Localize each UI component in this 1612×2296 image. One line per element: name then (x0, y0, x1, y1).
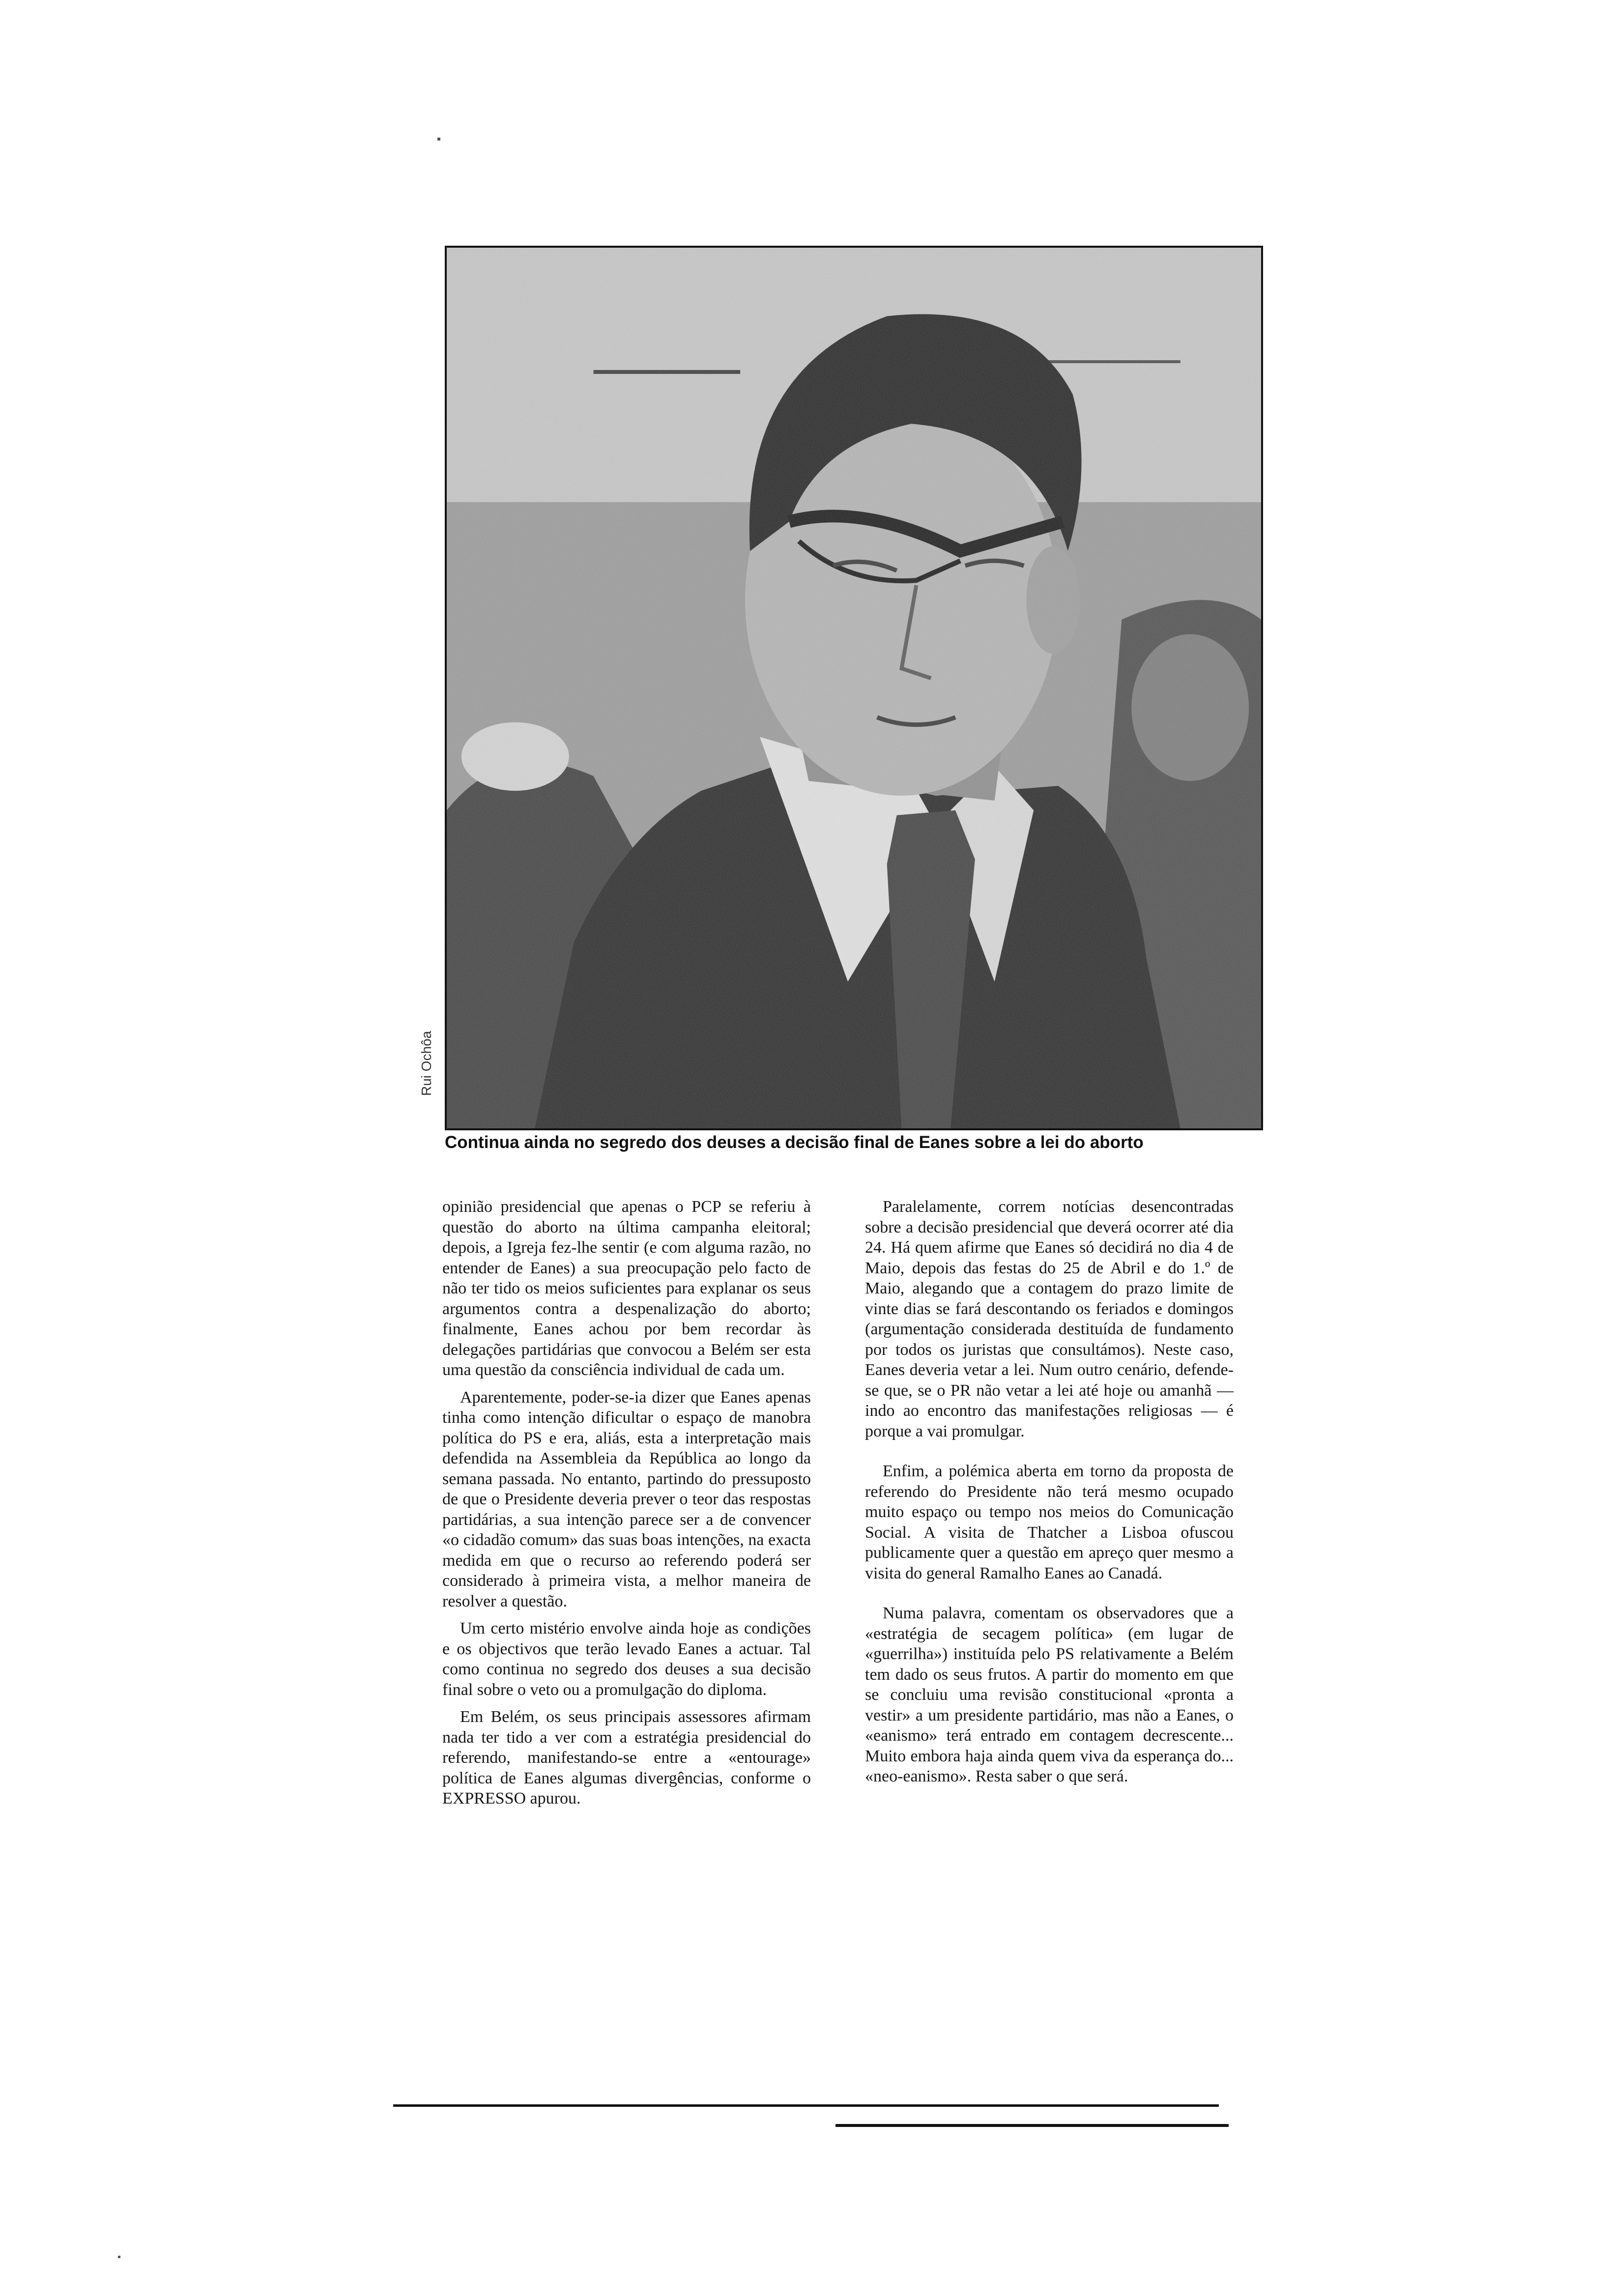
paragraph: Paralelamente, correm notícias desencontradas sobre a decisão presidencial que deverá ocorrer até dia 24. Há quem afirme que Eanes só decidirá no dia 4 de Maio, depois das festas do 25 de Abril e do 1.º de Maio, alegando que a contagem do prazo limite de vinte dias se fará descontando os feriados e domingos (argumentação considerada destituída de fundamento por todos os juristas que consultámos). Neste caso, Eanes deveria vetar a lei. Num outro cenário, defende-se que, se o PR não vetar a lei até hoje ou amanhã — indo ao encontro das manifestações religiosas — é porque a vai promulgar. (865, 1198, 1234, 1440)
photo-caption: Continua ainda no segredo dos deuses a decisão final de Eanes sobre a lei do aborto (445, 1133, 1144, 1152)
portrait-photo (445, 246, 1263, 1130)
paragraph: Aparentemente, poder-se-ia dizer que Eanes apenas tinha como intenção dificultar o espaço de manobra política do PS e era, aliás, esta a interpretação mais defendida na Assembleia da República ao longo da semana passada. No entanto, partindo do pressuposto de que o Presidente deveria prever o teor das respostas partidárias, a sua intenção parece ser a de convencer «o cidadão comum» das suas boas intenções, na exacta medida em que o recurso ao referendo poderá ser considerado à primeira vista, a melhor maneira de resolver a questão. (442, 1388, 811, 1610)
paragraph: opinião presidencial que apenas o PCP se referiu à questão do aborto na última campanha eleitoral; depois, a Igreja fez-lhe sentir (e com alguma razão, no entender de Eanes) a sua preocupação pelo facto de não ter tido os meios suficientes para explanar os seus argumentos contra a despenalização do aborto; finalmente, Eanes achou por bem recordar às delegações partidárias que convocou a Belém ser esta uma questão da consciência individual de cada um. (442, 1198, 811, 1379)
paragraph: Enfim, a polémica aberta em torno da proposta de referendo do Presidente não terá mesmo ocupado muito espaço ou tempo nos meios do Comunicação Social. A visita de Thatcher a Lisboa ofuscou publicamente quer a questão em apreço quer mesmo a visita do general Ramalho Eanes ao Canadá. (865, 1462, 1234, 1582)
bottom-rule (393, 2104, 1219, 2107)
portrait-photo-icon (447, 248, 1261, 1128)
article-left-column (442, 1197, 811, 1816)
paragraph: Um certo mistério envolve ainda hoje as condições e os objectivos que terão levado Eanes a actuar. Tal como continua no segredo dos deuses a sua decisão final sobre o veto ou a promulgação do diploma. (442, 1619, 811, 1699)
scan-speck (437, 138, 440, 141)
photo-credit: Rui Ochôa (419, 1031, 434, 1096)
paragraph: Numa palavra, comentam os observadores que a «estratégia de secagem política» (em lugar de «guerrilha») instituída pelo PS relativamente a Belém tem dado os seus frutos. A partir do momento em que se concluiu uma revisão constitucional «pronta a vestir» a um presidente partidário, mas não a Eanes, o «eanismo» terá entrado em contagem decrescente... Muito embora haja ainda quem viva da esperança do... «neo-eanismo». Resta saber o que será. (865, 1604, 1234, 1785)
scan-speck (118, 2256, 120, 2258)
paragraph: Em Belém, os seus principais assessores afirmam nada ter tido a ver com a estratégia presidencial do referendo, manifestando-se entre a «entourage» política de Eanes algumas divergências, conforme o EXPRESSO apurou. (442, 1708, 811, 1808)
article-right-column (865, 1197, 1234, 1794)
bottom-rule-short (835, 2124, 1229, 2127)
